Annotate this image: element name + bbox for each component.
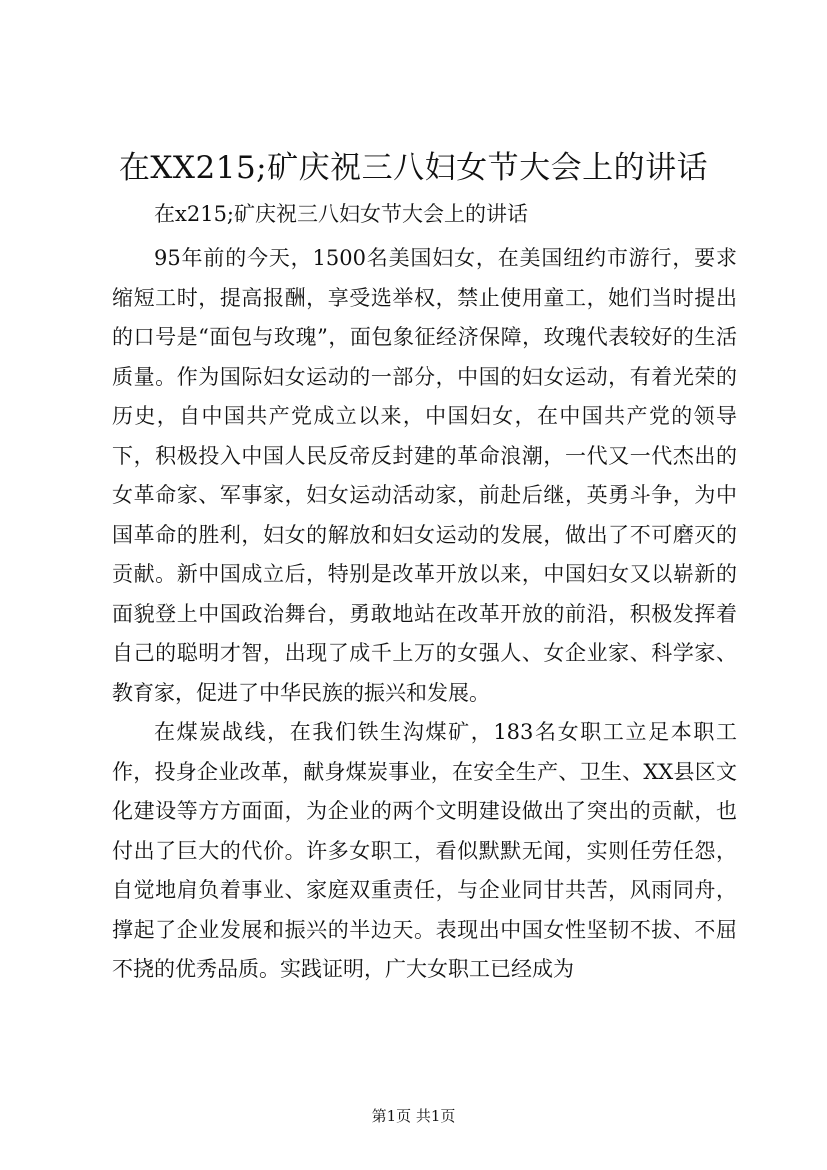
paragraph-2: 在煤炭战线，在我们铁生沟煤矿，183名女职工立足本职工作，投身企业改革，献身煤炭事业，在安全生产、卫生、XX县区文化建设等方方面面，为企业的两个文明建设做出了突出的贡献，也付出了巨大的代价。许多女职工，看似默默无闻，实则任劳任怨，自觉地肩负着事业、家庭双重责任，与企业同甘共苦，风雨同舟，撑起了企业发展和振兴的半边天。表现出中国女性坚韧不拔、不屈不挠的优秀品质。实践证明，广大女职工已经成为 (112, 720, 737, 981)
document-title: 在XX215;矿庆祝三八妇女节大会上的讲话 (118, 150, 709, 186)
page-footer: 第1页 共1页 (371, 1107, 456, 1125)
paragraph-1: 95年前的今天，1500名美国妇女，在美国纽约市游行，要求缩短工时，提高报酬，享受选举权，禁止使用童工，她们当时提出的口号是“面包与玫瑰”，面包象征经济保障，玫瑰代表较好的生活质量。作为国际妇女运动的一部分，中国的妇女运动，有着光荣的历史，自中国共产党成立以来，中国妇女，在中国共产党的领导下，积极投入中国人民反帝反封建的革命浪潮，一代又一代杰出的女革命家、军事家，妇女运动活动家，前赴后继，英勇斗争，为中国革命的胜利，妇女的解放和妇女运动的发展，做出了不可磨灭的贡献。新中国成立后，特别是改革开放以来，中国妇女又以崭新的面貌登上中国政治舞台，勇敢地站在改革开放的前沿，积极发挥着自己的聪明才智，出现了成千上万的女强人、女企业家、科学家、教育家，促进了中华民族的振兴和发展。 (112, 246, 737, 705)
document-subtitle: 在x215;矿庆祝三八妇女节大会上的讲话 (154, 202, 528, 226)
document-body (112, 196, 737, 990)
